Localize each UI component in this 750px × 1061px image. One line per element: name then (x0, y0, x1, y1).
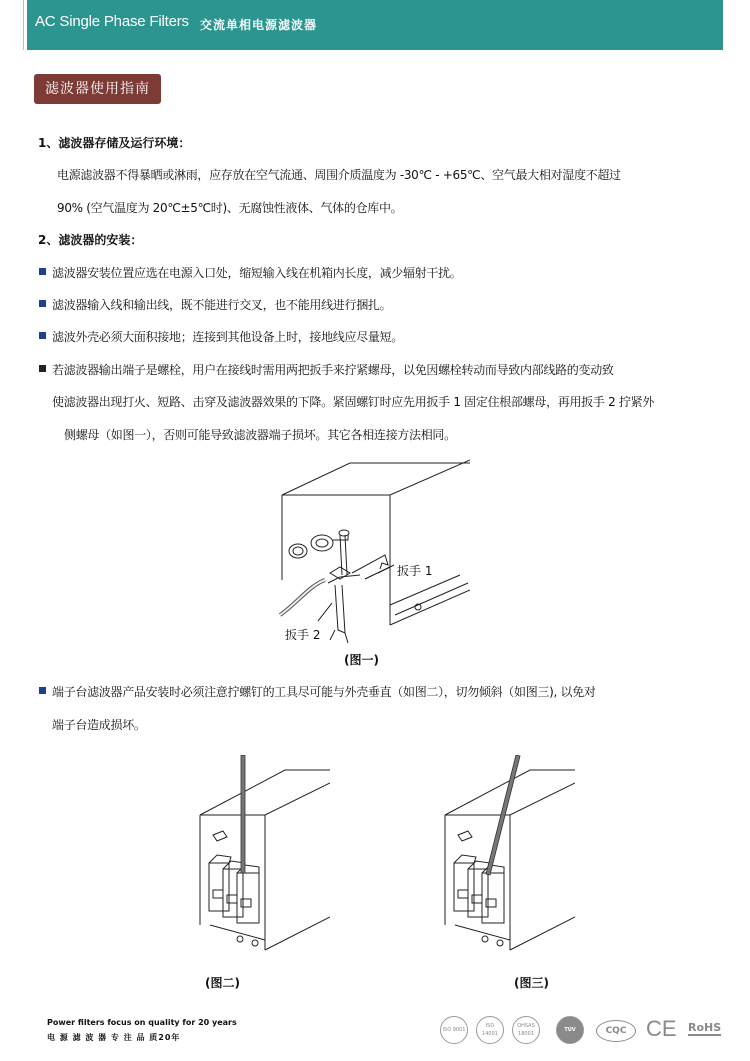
bullet-icon (39, 687, 46, 694)
guide-title-badge: 滤波器使用指南 (34, 74, 161, 104)
footer-slogan-cn: 电 源 滤 波 器 专 注 品 质20年 (47, 1033, 181, 1042)
section1-line1: 电源滤波器不得暴晒或淋雨，应存放在空气流通、周围介质温度为 -30℃ - +65℃、空气最大相对湿度不超过 (57, 168, 621, 182)
install-item-3: 滤波外壳必须大面积接地；连接到其他设备上时，接地线应尽量短。 (52, 330, 404, 344)
rohs-mark-icon: RoHS (688, 1021, 722, 1034)
install-item-4-line1: 若滤波器输出端子是螺栓，用户在接线时需用两把扳手来拧紧螺母，以免因螺栓转动而导致内部线路的变动致 (52, 363, 614, 377)
install-item-5-line2: 端子台造成损坏。 (52, 718, 146, 732)
install-item-5-line1: 端子台滤波器产品安装时必须注意拧螺钉的工具尽可能与外壳垂直（如图二），切勿倾斜（如图三), 以免对 (52, 685, 596, 699)
bullet-icon (39, 268, 46, 275)
ce-mark-icon: CE (646, 1016, 677, 1041)
iso9001-cert-icon: ISO 9001 (440, 1016, 468, 1044)
figure3-caption: (图三) (514, 976, 549, 990)
figure1-wrench-diagram (270, 455, 470, 645)
install-item-1: 滤波器安装位置应选在电源入口处，缩短输入线在机箱内长度，减少辐射干扰。 (52, 266, 462, 280)
figure1-caption: (图一) (344, 653, 379, 667)
bullet-icon (39, 332, 46, 339)
tuv-cert-icon: TUV (556, 1016, 584, 1044)
install-item-2: 滤波器输入线和输出线，既不能进行交叉，也不能用线进行捆扎。 (52, 298, 392, 312)
bullet-icon (39, 365, 46, 372)
cqc-cert-icon: CQC (596, 1020, 636, 1042)
label-wrench-1: 扳手 1 (397, 564, 433, 578)
header-divider (23, 0, 24, 50)
footer-slogan-en: Power filters focus on quality for 20 years (47, 1018, 237, 1027)
header-title-cn: 交流单相电源滤波器 (200, 18, 318, 32)
section1-heading: 1、滤波器存储及运行环境： (38, 136, 191, 150)
bullet-icon (39, 300, 46, 307)
ohsas-cert-icon: OHSAS 18001 (512, 1016, 540, 1044)
install-item-4-line2: 使滤波器出现打火、短路、击穿及滤波器效果的下降。紧固螺钉时应先用扳手 1 固定住根部螺母，再用扳手 2 拧紧外 (52, 395, 655, 409)
install-item-4-line3: 侧螺母（如图一），否则可能导致滤波器端子损坏。其它各相连接方法相同。 (64, 428, 456, 442)
label-wrench-2: 扳手 2 (285, 628, 321, 642)
figure2-caption: (图二) (205, 976, 240, 990)
section2-heading: 2、滤波器的安装： (38, 233, 143, 247)
section1-line2: 90% (空气温度为 20℃±5℃时)、无腐蚀性液体、气体的仓库中。 (57, 201, 403, 215)
header-title-en: AC Single Phase Filters (35, 13, 189, 30)
figure2-vertical-tool-diagram (195, 755, 330, 955)
iso14001-cert-icon: ISO 14001 (476, 1016, 504, 1044)
figure3-tilted-tool-diagram (440, 755, 575, 955)
